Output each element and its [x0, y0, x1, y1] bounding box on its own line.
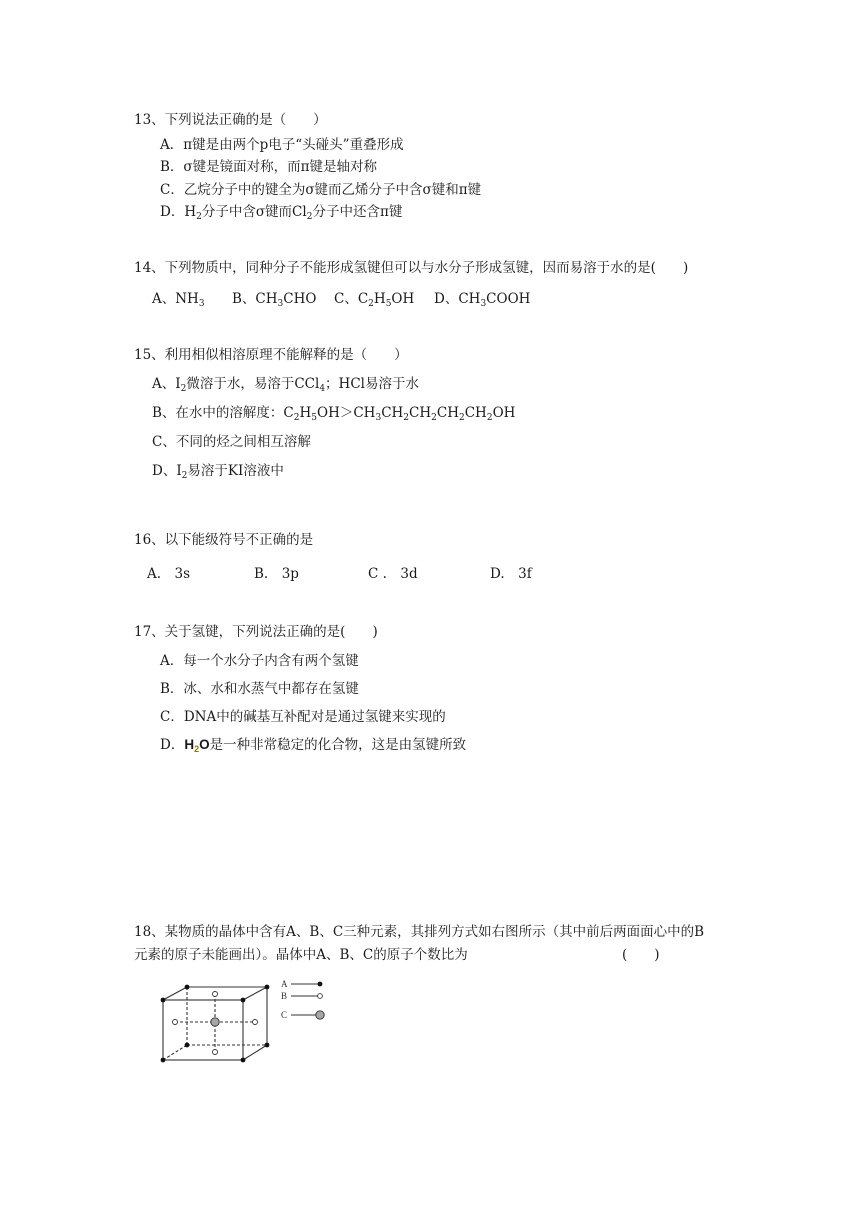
question-17-option-b: B．冰、水和水蒸气中都存在氢键 — [160, 681, 359, 697]
question-13-option-a: A．π键是由两个p电子“头碰头”重叠形成 — [160, 137, 404, 153]
question-17-stem: 17、关于氢键，下列说法正确的是( ) — [134, 624, 378, 640]
question-15-option-d: D、$I_2$易溶于KI溶液中 — [152, 463, 284, 481]
atom-a — [265, 985, 270, 990]
atom-a — [161, 998, 166, 1003]
question-15-option-a: A、$I_2$微溶于水，易溶于CCl$_4$；HCl易溶于水 — [152, 376, 419, 394]
question-14-option-a: A、$NH_3$ — [152, 291, 205, 309]
question-17-option-d: D．$H_2O$是一种非常稳定的化合物，这是由氢键所致 — [160, 737, 467, 754]
atom-c — [211, 1018, 219, 1026]
crystal-cell-diagram — [150, 965, 340, 1075]
question-14-option-b: B、$CH_3CHO$ — [232, 291, 317, 309]
atom-a — [241, 998, 246, 1003]
diagram-legend — [281, 979, 324, 1020]
question-13-option-b: B．σ键是镜面对称，而π键是轴对称 — [160, 159, 378, 175]
legend-atom-a — [318, 982, 323, 987]
question-16-stem: 16、以下能级符号不正确的是 — [134, 532, 314, 548]
atom-a — [185, 1043, 190, 1048]
atom-a — [161, 1058, 166, 1063]
question-17-option-a: A．每一个水分子内含有两个氢键 — [160, 653, 359, 669]
question-16-option-a: A. 3s — [147, 566, 191, 582]
question-16-option-b: B. 3p — [254, 566, 299, 582]
atom-b — [213, 992, 218, 997]
atom-b — [173, 1020, 178, 1025]
question-14-stem: 14、下列物质中，同种分子不能形成氢键但可以与水分子形成氢键，因而易溶于水的是( ) — [134, 260, 689, 276]
atom-b — [213, 1050, 218, 1055]
question-15-stem: 15、利用相似相溶原理不能解释的是（ ） — [134, 347, 408, 363]
question-13-option-c: C．乙烷分子中的键全为σ键而乙烯分子中含σ键和π键 — [160, 182, 482, 198]
atom-a — [185, 985, 190, 990]
question-16-option-c: C . 3d — [368, 566, 418, 582]
question-13-option-d: D．$H_2$分子中含σ键而$Cl_2$分子中还含π键 — [160, 204, 403, 222]
question-15-option-c: C、不同的烃之间相互溶解 — [152, 434, 311, 450]
legend-label-b: B — [281, 991, 288, 1001]
question-17-option-c: C．DNA中的碱基互补配对是通过氢键来实现的 — [160, 709, 446, 725]
question-13-stem: 13、下列说法正确的是（ ） — [134, 112, 327, 128]
question-16-option-d: D. 3f — [490, 566, 532, 582]
question-18-stem-line1: 18、某物质的晶体中含有A、B、C三种元素，其排列方式如右图所示（其中前后两面面心中的B — [134, 924, 705, 940]
legend-label-a: A — [281, 979, 288, 989]
legend-atom-b — [318, 994, 323, 999]
question-14-option-c: C、$C_2H_5OH$ — [334, 291, 415, 309]
question-18-answer-paren: ( ) — [622, 947, 660, 963]
legend-atom-c — [316, 1011, 324, 1019]
question-18-stem-line2: 元素的原子未能画出）。晶体中A、B、C的原子个数比为 — [134, 947, 468, 963]
atom-a — [265, 1043, 270, 1048]
atom-a — [241, 1058, 246, 1063]
question-15-option-b: B、在水中的溶解度：$C_2H_5OH>CH_3CH_2CH_2CH_2CH_2OH$ — [152, 405, 516, 423]
question-14-option-d: D、$CH_3COOH$ — [434, 291, 531, 309]
atom-b — [253, 1020, 258, 1025]
legend-label-c: C — [281, 1010, 288, 1020]
